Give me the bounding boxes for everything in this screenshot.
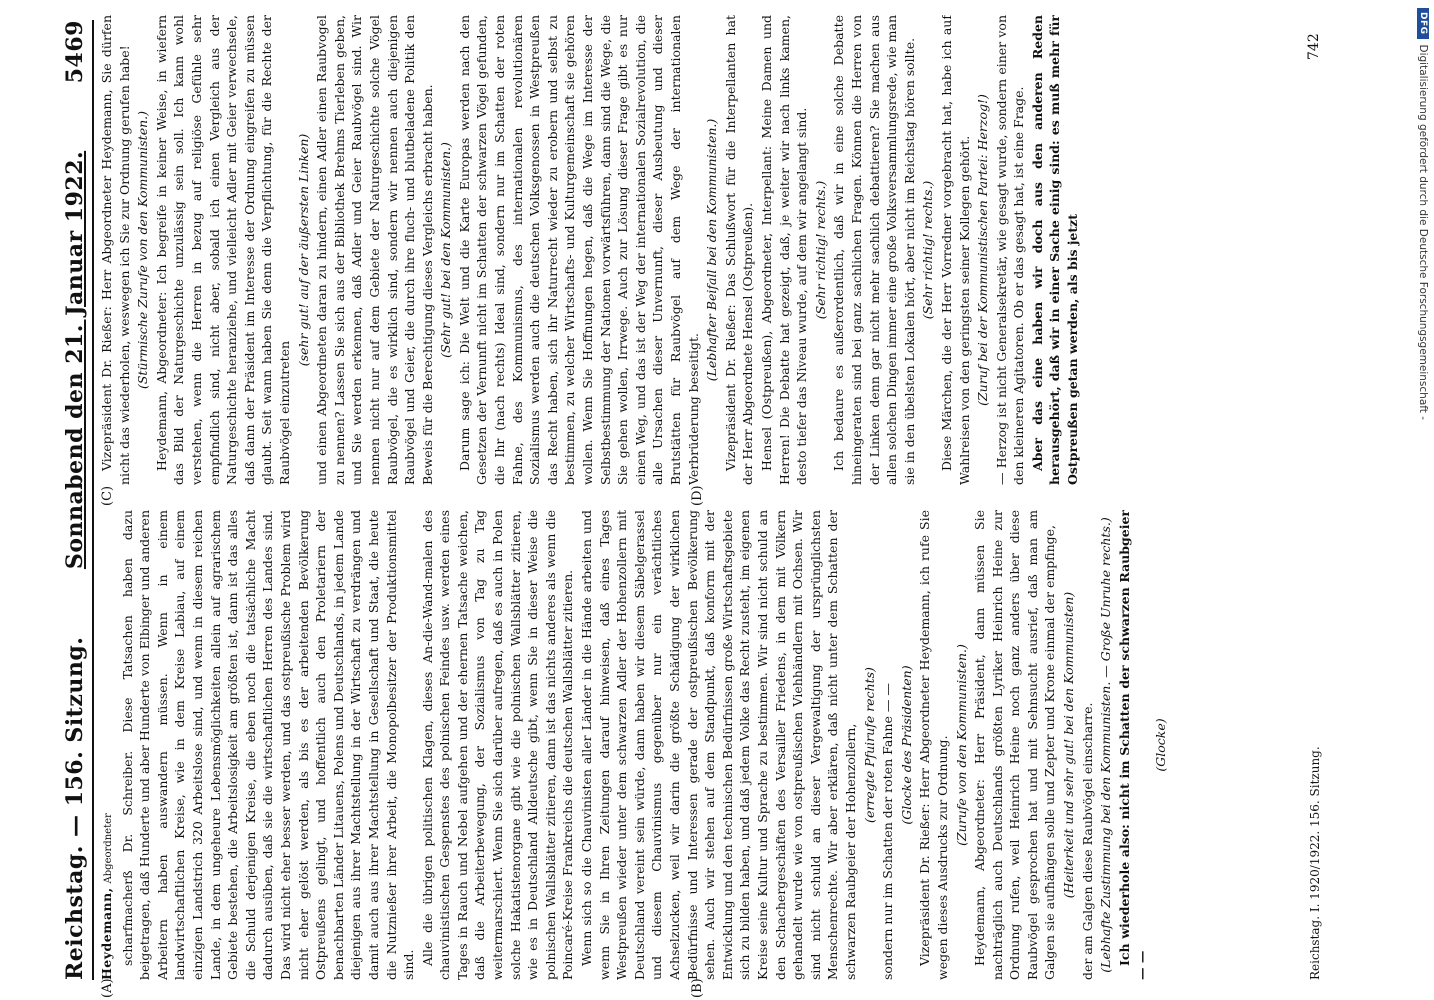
stage-direction: (sehr gut! auf der äußersten Linken) <box>295 133 311 367</box>
marker-a: (A) <box>100 978 115 998</box>
speaker-name: Heydemann, <box>99 887 114 980</box>
digitization-note <box>1414 8 1432 998</box>
president-remark: Vizepräsident Dr. Rießer: Herr Abgeordneter Heydemann, Sie dürfen nicht das wiederholen, weswegen ich Sie zur Ordnung gerufen habe! <box>99 15 132 485</box>
stage-direction: (Lebhafte Zustimmung bei den Kommunisten. — Große Unruhe rechts.) <box>1098 517 1114 973</box>
paragraph: Diese Märchen, die der Herr Vorredner vorgebracht hat, habe ich auf Wahlreisen von den geringsten seiner Kollegen gehört. <box>938 15 972 485</box>
right-column <box>98 15 1342 485</box>
speaker-paragraph: Heydemann, Abgeordneter: Herr Präsident, dann müssen Sie nachträglich auch Deutschlands größten Lyriker Heinrich Heine zur Ordnung rufen, weil Heinrich Heine noch ganz anders über diese Raubvögel gesprochen hat und mit Sehnsucht ausrief, daß man am Galgen sie aufhängen solle und Zepter und Krone einmal der empfinge, <box>972 510 1058 980</box>
paragraph: Wenn sich so die Chauvinisten aller Länder in die Hände arbeiten und wenn Sie in Ihren Zeitungen darauf hinweisen, daß eines Tages Westpreußen wieder unter dem schwarzen Adler der Hohenzollern mit Deutschland vereint sein würde, dann haben wir diesem Säbelgerassel und diesem Chauvinismus gegenüber nur ein verächtliches Achselzucken, weil wir darin die größte Schädigung der wirklichen Bedürfnisse und Interessen gerade der ostpreußischen Bevölkerung sehen. Auch wir stehen auf dem Standpunkt, daß konform mit der Entwicklung und den technischen Bedürfnissen große Wirtschaftsgebiete sich zu bilden haben, und daß jedem Volke das Recht zusteht, im eigenen Kreise seine Kultur und Sprache zu bestimmen. Wir sind nicht schuld an den Schachergeschäften des Versailler Friedens, in dem mit Völkern gehandelt wurde wie von ostpreußischen Viehhändlern mit Ochsen. Wir sind nicht schuld an dieser Vergewaltigung der ursprünglichsten Menschenrechte. Wir aber erklären, daß nicht unter dem Schatten der schwarzen Raubgeier der Hohenzollern, <box>579 510 858 980</box>
page-header <box>58 20 94 980</box>
newspaper-page <box>50 0 1400 1000</box>
marker-b: (B) <box>690 978 705 998</box>
stage-direction: (erregte Pfuirufe rechts) <box>861 667 877 823</box>
marker-c: (C) <box>100 485 115 506</box>
paragraph: — Herzog ist nicht Generalsekretär, wie gesagt wurde, sondern einer von den kleineren Agitatoren. Ob er das gesagt hat, ist eine Frage. <box>993 15 1027 485</box>
sheet-number: 742 <box>1306 33 1322 60</box>
paragraph <box>98 510 118 980</box>
marker-d: (D) <box>690 485 705 506</box>
page-number: 5469 <box>62 20 88 84</box>
stage-direction: (Sehr richtig! rechts.) <box>920 180 936 320</box>
stage-direction: (Heiterkeit und sehr gut! bei den Kommunisten) <box>1061 591 1077 899</box>
speaker-role: Abgeordneter <box>103 813 114 884</box>
stage-direction: (Stürmische Zurufe von den Kommunisten.) <box>135 110 151 390</box>
stage-direction: (Glocke des Präsidenten) <box>898 665 914 825</box>
president-remark: Vizepräsident Dr. Rießer: Herr Abgeordneter Heydemann, ich rufe Sie wegen dieses Ausdrucks zur Ordnung. <box>917 510 950 980</box>
paragraph: und einen Abgeordneten daran zu hindern, einen Adler einen Raubvogel zu nennen? Lassen Sie sich aus der Bibliothek Brehms Tierleben geben, und Sie werden erkennen, daß Adler und Geier Raubvögel sind. Wir nennen nicht nur auf dem Gebiete der Naturgeschichte solche Vögel Raubvögel, die es wirklich sind, sondern wir nennen auch diejenigen Raubvögel und Geier, die durch ihre fluch- und blutbeladene Politik den Beweis für die Berechtigung dieses Vergleichs erbracht haben. <box>314 15 435 485</box>
header-date: Sonnabend den 21. Januar 1922. <box>62 150 88 570</box>
stage-direction: (Sehr richtig! rechts.) <box>812 180 828 320</box>
paragraph: Aber das eine haben wir doch aus den anderen Reden herausgehört, daß wir in einer Sache einig sind: es muß mehr für Ostpreußen getan werden, als bis jetzt <box>1029 15 1081 485</box>
paragraph: Alle die übrigen politischen Klagen, dieses An-die-Wand-malen des chauvinistischen Gespenstes des polnischen Feindes usw. werden eines Tages in Rauch und Nebel aufgehen und der ehernen Tatsache weichen, daß die Arbeiterbewegung, der Sozialismus von Tag zu Tag weitermarschiert. Wenn Sie sich darüber aufregen, daß es auch in Polen solche Hakatistenorgane gibt wie die polnischen Wallsblätter zitieren, wie es in Deutschland Alldeutsche gibt, wenn Sie in dieser Weise die polnischen Wallsblätter zitieren, dann ist das nichts anderes als wenn die Poincaré-Kreise Frankreichs die deutschen Wallsblätter zitieren. <box>419 510 576 980</box>
header-left: Reichstag. — 156. Sitzung. <box>62 636 88 980</box>
paragraph: der am Galgen diese Raubvögel einscharre. <box>1079 702 1095 980</box>
stage-direction: (Sehr gut! bei den Kommunisten.) <box>438 142 454 358</box>
paragraph: sondern nur im Schatten der roten Fahne — — <box>880 683 896 980</box>
stage-direction: (Zuruf bei der Kommunistischen Partei: Herzog!) <box>975 94 991 406</box>
paragraph: Ich wiederhole also: nicht im Schatten der schwarzen Raubgeier — — <box>1116 510 1150 980</box>
paragraph: scharfmacherß Dr. Schreiber. Diese Tatsachen haben dazu beigetragen, daß Hunderte und aber Hunderte von Elbinger und anderen Arbeitern haben auswandern müssen. Wenn in einem landwirtschaftlichen Kreise, wie in dem Kreise Labiau, auf einem einzigen Landstrich 320 Arbeitslose sind, und wenn in diesem reichen Lande, in dem ungeheure Lebensmöglichkeiten allein auf agrarischem Gebiete bestehen, die Arbeitslosigkeit am größten ist, dann ist das alles die Schuld derjenigen Kreise, die eben noch die tatsächliche Macht dadurch ausüben, daß sie die wirtschaftlichen Herren des Landes sind. Das wird nicht eher besser werden, und das ostpreußische Problem wird nicht eher gelöst werden, als bis es der arbeitenden Bevölkerung Ostpreußens gelingt, und hoffentlich auch den Proletariern der benachbarten Länder Litauens, Polens und Deutschlands, in jedem Lande diejenigen aus ihrer Machtstellung in der Wirtschaft zu verdrängen und damit auch aus ihrer Machtstellung in Gesellschaft und Staat, die heute die Nutznießer ihrer Arbeit, die Monopolbesitzer der Produktionsmittel sind. <box>119 510 417 980</box>
footer-left: Reichstag. I. 1920/1922. 156. Sitzung. <box>1308 746 1322 980</box>
digitization-text: Digitalisierung gefördert durch die Deutsche Forschungsgemeinschaft - <box>1417 44 1429 421</box>
left-column <box>98 510 1342 980</box>
speaker-paragraph: Heydemann, Abgeordneter: Ich begreife in keiner Weise, in wiefern das Bild der Naturgeschichte unzulässig sein soll. Ich kann wohl verstehen, wenn die Herren in bezug auf religiöse Gefühle sehr empfindlich sind, nicht aber, sobald ich einen Vergleich aus der Naturgeschichte heranziehe, und vielleicht Adler mit Geier verwechsele, daß dann der Präsident im Interesse der Ordnung eingreifen zu müssen glaubt. Seit wann haben Sie denn die Verpflichtung, für die Rechte der Raubvögel einzutreten <box>153 15 292 485</box>
paragraph: Ich bedaure es außerordentlich, daß wir in eine solche Debatte hineingeraten sind bei ganz sachlichen Fragen. Können die Herren von der Linken denn gar nicht mehr sachlich debattieren? Sie machen aus allen solchen Dingen immer eine große Volksversammlungsrede, wie man sie in den übelsten Lokalen hört, aber nicht im Reichstag hören sollte. <box>831 15 917 485</box>
stage-direction: (Glocke) <box>1153 718 1169 772</box>
stage-direction: (Zurufe von den Kommunisten.) <box>953 644 969 846</box>
stage-direction: (Lebhafter Beifall bei den Kommunisten.) <box>704 118 720 382</box>
paragraph: Darum sage ich: Die Welt und die Karte Europas werden nach den Gesetzen der Vernunft nicht im Schatten der schwarzen Vögel gefunden, die Ihr (nach rechts) Ideal sind, sondern nur im Schatten der roten Fahne, des Kommunismus, des internationalen revolutionären Sozialismus werden auch die deutschen Volksgenossen in Westpreußen das Recht haben, sich ihr Naturrecht wieder zu erobern und selbst zu bestimmen, zu welcher Wirtschafts- und Kulturgemeinschaft sie gehören wollen. Wenn Sie Hoffnungen hegen, daß die Wege im Interesse der Selbstbestimmung der Nationen vorwärtsführen, dann sind die Wege, die Sie gehen wollen, Irrwege. Auch zur Lösung dieser Frage gibt es nur einen Weg, und das ist der Weg der internationalen Sozialrevolution, die alle Ursachen dieser Unvernunft, dieser Ausbeutung und dieser Brutstätten für Raubvögel auf dem Wege der internationalen Verbrüderung beseitigt. <box>456 15 701 485</box>
page-footer <box>1308 510 1322 980</box>
dfg-logo: DFG <box>1417 8 1429 39</box>
president-remark: Vizepräsident Dr. Rießer: Das Schlußwort für die Interpellanten hat der Herr Abgeordnete Hensel (Ostpreußen). <box>722 15 756 485</box>
speaker-paragraph: Hensel (Ostpreußen), Abgeordneter, Interpellant: Meine Damen und Herren! Die Debatte hat gezeigt, daß, je weiter wir nach links kamen, desto tiefer das Niveau wurde, auf dem wir angelangt sind. <box>758 15 810 485</box>
